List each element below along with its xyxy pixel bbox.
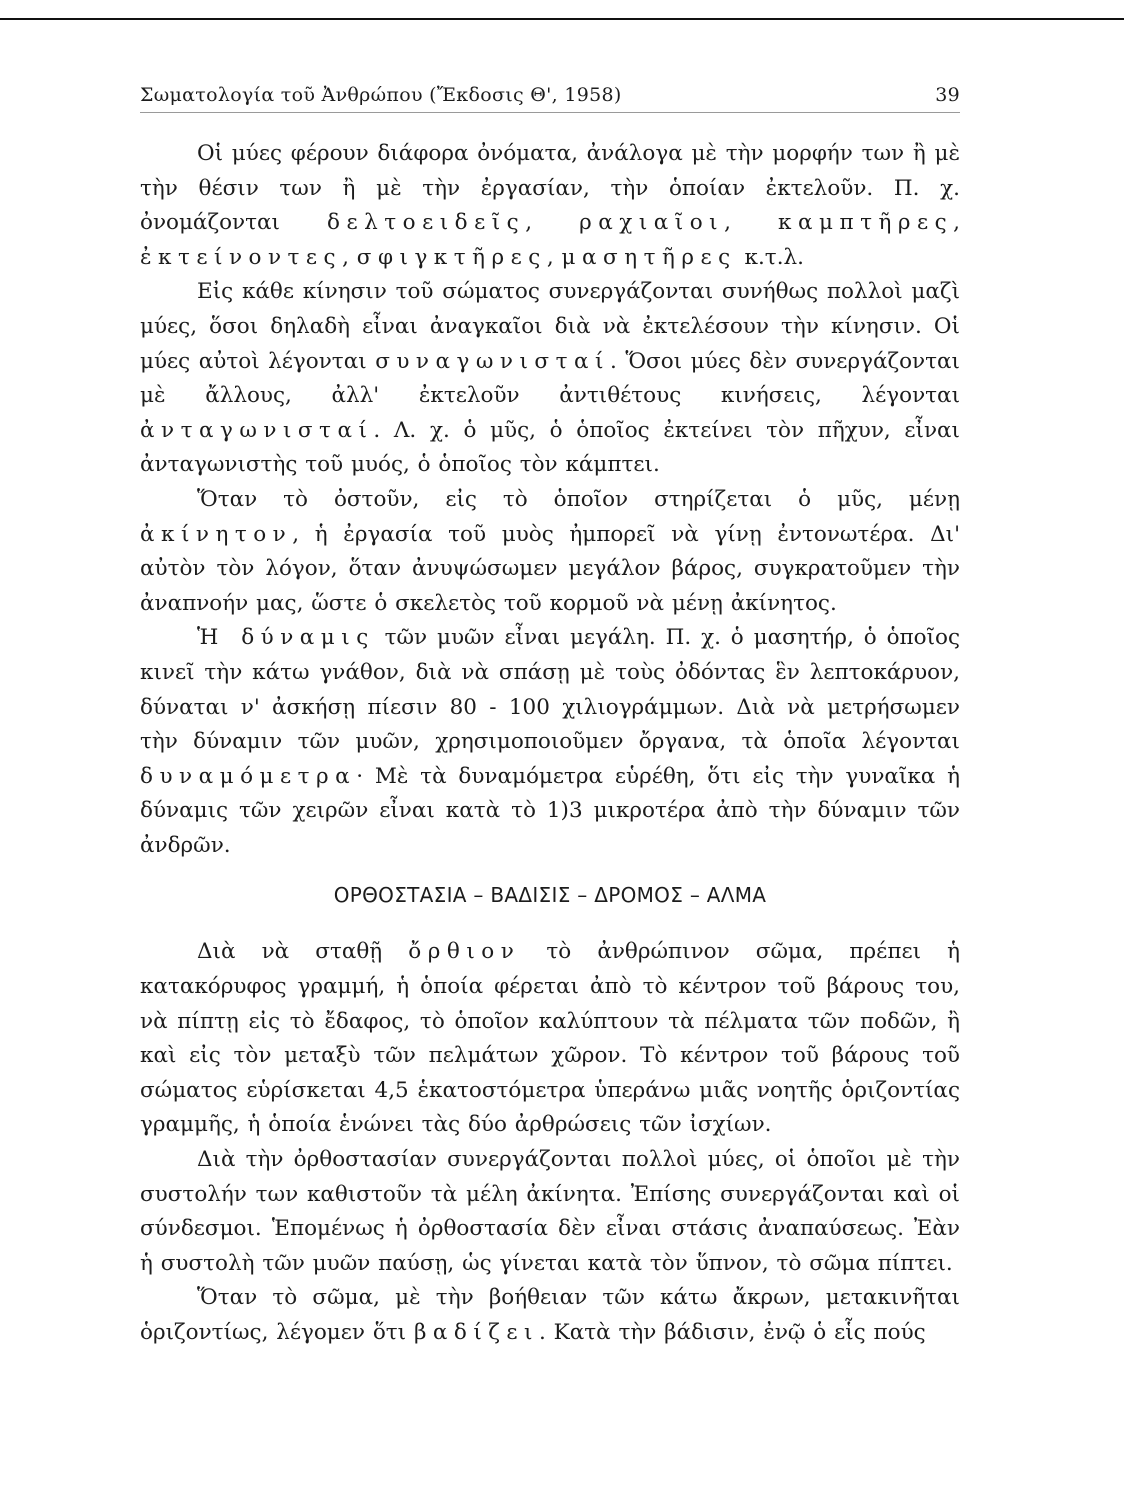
spaced-term: βαδίζει bbox=[413, 1320, 539, 1345]
running-header bbox=[140, 84, 960, 113]
paragraph-synergists: Εἰς κάθε κίνησιν τοῦ σώματος συνεργάζονται συνήθως πολλοὶ μαζὶ μύες, ὅσοι δηλαδὴ εἶναι ἀναγκαῖοι διὰ νὰ ἐκτελέσουν τὴν κίνησιν. Οἱ μύες αὐτοὶ λέγονται συναγωνισταί. Ὅσοι μύες δὲν συνεργάζονται μὲ ἄλλους, ἀλλ' ἐκτελοῦν ἀντιθέτους κινήσεις, λέγονται ἀνταγωνισταί. Λ. χ. ὁ μῦς, ὁ ὁποῖος ἐκτείνει τὸν πῆχυν, εἶναι ἀνταγωνιστὴς τοῦ μυός, ὁ ὁποῖος τὸν κάμπτει. bbox=[140, 279, 960, 478]
paragraph-standing-muscles: Διὰ τὴν ὀρθοστασίαν συνεργάζονται πολλοὶ μύες, οἱ ὁποῖοι μὲ τὴν συστολήν των καθιστοῦν τὰ μέλη ἀκίνητα. Ἐπίσης συνεργάζονται καὶ οἱ σύνδεσμοι. Ἑπομένως ἡ ὀρθοστασία δὲν εἶναι στάσις ἀναπαύσεως. Ἐὰν ἡ συστολὴ τῶν μυῶν παύσῃ, ὡς γίνεται κατὰ τὸν ὕπνον, τὸ σῶμα πίπτει. bbox=[140, 1147, 960, 1276]
spaced-term: ραχιαῖοι bbox=[579, 210, 725, 236]
spaced-term: μασητῆρες bbox=[561, 244, 737, 270]
spaced-term: Ἡ δύναμις bbox=[197, 625, 375, 651]
paragraph-standing: Διὰ νὰ σταθῇ ὄρθιον τὸ ἀνθρώπινον σῶμα, πρέπει ἡ κατακόρυφος γραμμή, ἡ ὁποία φέρεται ἀπὸ τὸ κέντρον τοῦ βάρους του, νὰ πίπτῃ εἰς τὸ ἔδαφος, τὸ ὁποῖον καλύπτουν τὰ πέλματα τῶν ποδῶν, ἢ καὶ εἰς τὸν μεταξὺ τῶν πελμάτων χῶρον. Τὸ κέντρον τοῦ βάρους τοῦ σώματος εὑρίσκεται 4,5 ἑκατοστόμετρα ὑπεράνω μιᾶς νοητῆς ὁριζοντίας γραμμῆς, ἡ ὁποία ἑνώνει τὰς δύο ἀρθρώσεις τῶν ἰσχίων. bbox=[140, 939, 960, 1138]
paragraph-muscle-strength: Ἡ δύναμις τῶν μυῶν εἶναι μεγάλη. Π. χ. ὁ μασητήρ, ὁ ὁποῖος κινεῖ τὴν κάτω γνάθον, διὰ νὰ σπάσῃ μὲ τοὺς ὀδόντας ἓν λεπτοκάρυον, δύναται ν' ἀσκήσῃ πίεσιν 80 - 100 χιλιογράμμων. Διὰ νὰ μετρήσωμεν τὴν δύναμιν τῶν μυῶν, χρησιμοποιοῦμεν ὄργανα, τὰ ὁποῖα λέγονται δυναμόμετρα· Μὲ τὰ δυναμόμετρα εὑρέθη, ὅτι εἰς τὴν γυναῖκα ἡ δύναμις τῶν χειρῶν εἶναι κατὰ τὸ 1)3 μικροτέρα ἀπὸ τὴν δύναμιν τῶν ἀνδρῶν. bbox=[140, 625, 961, 858]
book-title: Σωματολογία τοῦ Ἀνθρώπου (Ἔκδοσις Θ', 1958) bbox=[140, 84, 622, 106]
spaced-term: δελτοειδεῖς bbox=[327, 210, 526, 236]
spaced-term: καμπτῆρες bbox=[778, 210, 954, 236]
spaced-term: ἀκίνητον bbox=[140, 521, 293, 547]
spaced-term: ἐκτείνοντες bbox=[140, 244, 343, 270]
paragraph-muscle-names: Οἱ μύες φέρουν διάφορα ὀνόματα, ἀνάλογα μὲ τὴν μορφήν των ἢ μὲ τὴν θέσιν των ἢ μὲ τὴν ἐργασίαν, τὴν ὁποίαν ἐκτελοῦν. Π. χ. ὀνομάζονται δελτοειδεῖς, ραχιαῖοι, καμπτῆρες, ἐκτείνοντες, σφιγκτῆρες, μασητῆρες κ.τ.λ. bbox=[140, 141, 961, 270]
spaced-term: συναγωνισταί bbox=[375, 348, 610, 374]
spaced-term: ἀνταγωνισταί bbox=[140, 417, 374, 443]
page-number: 39 bbox=[935, 84, 960, 106]
spaced-term: ὄρθιον bbox=[408, 939, 521, 965]
paragraph-walking: Ὅταν τὸ σῶμα, μὲ τὴν βοήθειαν τῶν κάτω ἄκρων, μετακινῆται ὁριζοντίως, λέγομεν ὅτι βαδίζει. Κατὰ τὴν βάδισιν, ἐνῷ ὁ εἷς πούς bbox=[140, 1285, 960, 1345]
section-heading: ΟΡΘΟΣΤΑΣΙΑ – ΒΑΔΙΣΙΣ – ΔΡΟΜΟΣ – ΑΛΜΑ bbox=[333, 883, 767, 908]
book-page bbox=[140, 84, 960, 1351]
scan-top-border bbox=[0, 0, 1124, 20]
paragraph-fixed-bone: Ὅταν τὸ ὀστοῦν, εἰς τὸ ὁποῖον στηρίζεται ὁ μῦς, μένῃ ἀκίνητον, ἡ ἐργασία τοῦ μυὸς ἠμπορεῖ νὰ γίνῃ ἐντονωτέρα. Δι' αὐτὸν τὸν λόγον, ὅταν ἀνυψώσωμεν μεγάλον βάρος, συγκρατοῦμεν τὴν ἀναπνοήν μας, ὥστε ὁ σκελετὸς τοῦ κορμοῦ νὰ μένῃ ἀκίνητος. bbox=[140, 486, 960, 616]
spaced-term: δυναμόμετρα bbox=[140, 763, 357, 789]
spaced-term: σφιγκτῆρες bbox=[356, 244, 547, 270]
